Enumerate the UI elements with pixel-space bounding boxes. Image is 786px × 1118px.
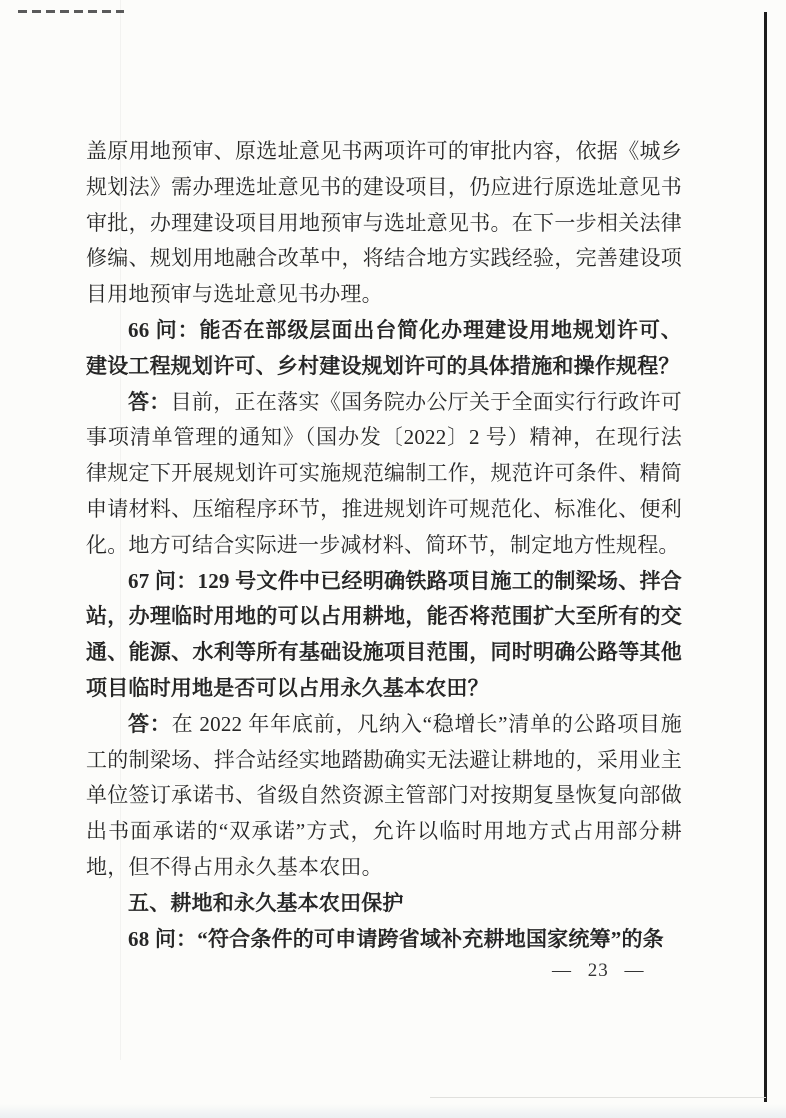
scan-artifact-top-dashes: [18, 10, 124, 13]
answer-paragraph: 答：在 2022 年年底前，凡纳入“稳增长”清单的公路项目施工的制梁场、拌合站经实地踏勘确实无法避让耕地的，采用业主单位签订承诺书、省级自然资源主管部门对按期复垦恢复向部做出书面承诺的“双承诺”方式，允许以临时用地方式占用部分耕地，但不得占用永久基本农田。: [86, 711, 682, 879]
page-bottom-edge-line: [430, 1097, 766, 1098]
page-number: — 23 —: [552, 960, 645, 981]
answer-prefix: 答：: [128, 711, 172, 736]
body-paragraph: 盖原用地预审、原选址意见书两项许可的审批内容，依据《城乡规划法》需办理选址意见书的建设项目，仍应进行原选址意见书审批，办理建设项目用地预审与选址意见书。在下一步相关法律修编、规划用地融合改革中，将结合地方实践经验，完善建设项目用地预审与选址意见书办理。: [86, 139, 682, 307]
question-paragraph: 66 问：能否在部级层面出台简化办理建设用地规划许可、建设工程规划许可、乡村建设规划许可的具体措施和操作规程？: [86, 317, 682, 378]
answer-prefix: 答：: [128, 389, 171, 414]
document-body: [86, 134, 682, 957]
question-paragraph: 67 问：129 号文件中已经明确铁路项目施工的制梁场、拌合站，办理临时用地的可以占用耕地，能否将范围扩大至所有的交通、能源、水利等所有基础设施项目范围，同时明确公路等其他项目临时用地是否可以占用永久基本农田？: [86, 568, 682, 700]
answer-paragraph: 答：目前，正在落实《国务院办公厅关于全面实行行政许可事项清单管理的通知》（国办发〔2022〕2 号）精神，在现行法律规定下开展规划许可实施规范编制工作，规范许可条件、精简申请材料、压缩程序环节，推进规划许可规范化、标准化、便利化。地方可结合实际进一步减材料、简环节，制定地方性规程。: [86, 389, 682, 557]
question-paragraph: 68 问：“符合条件的可申请跨省域补充耕地国家统筹”的条: [128, 926, 664, 951]
heading-paragraph: 五、耕地和永久基本农田保护: [128, 890, 404, 915]
page-right-edge-line: [764, 12, 767, 1102]
scan-bottom-shadow: [0, 1104, 786, 1118]
